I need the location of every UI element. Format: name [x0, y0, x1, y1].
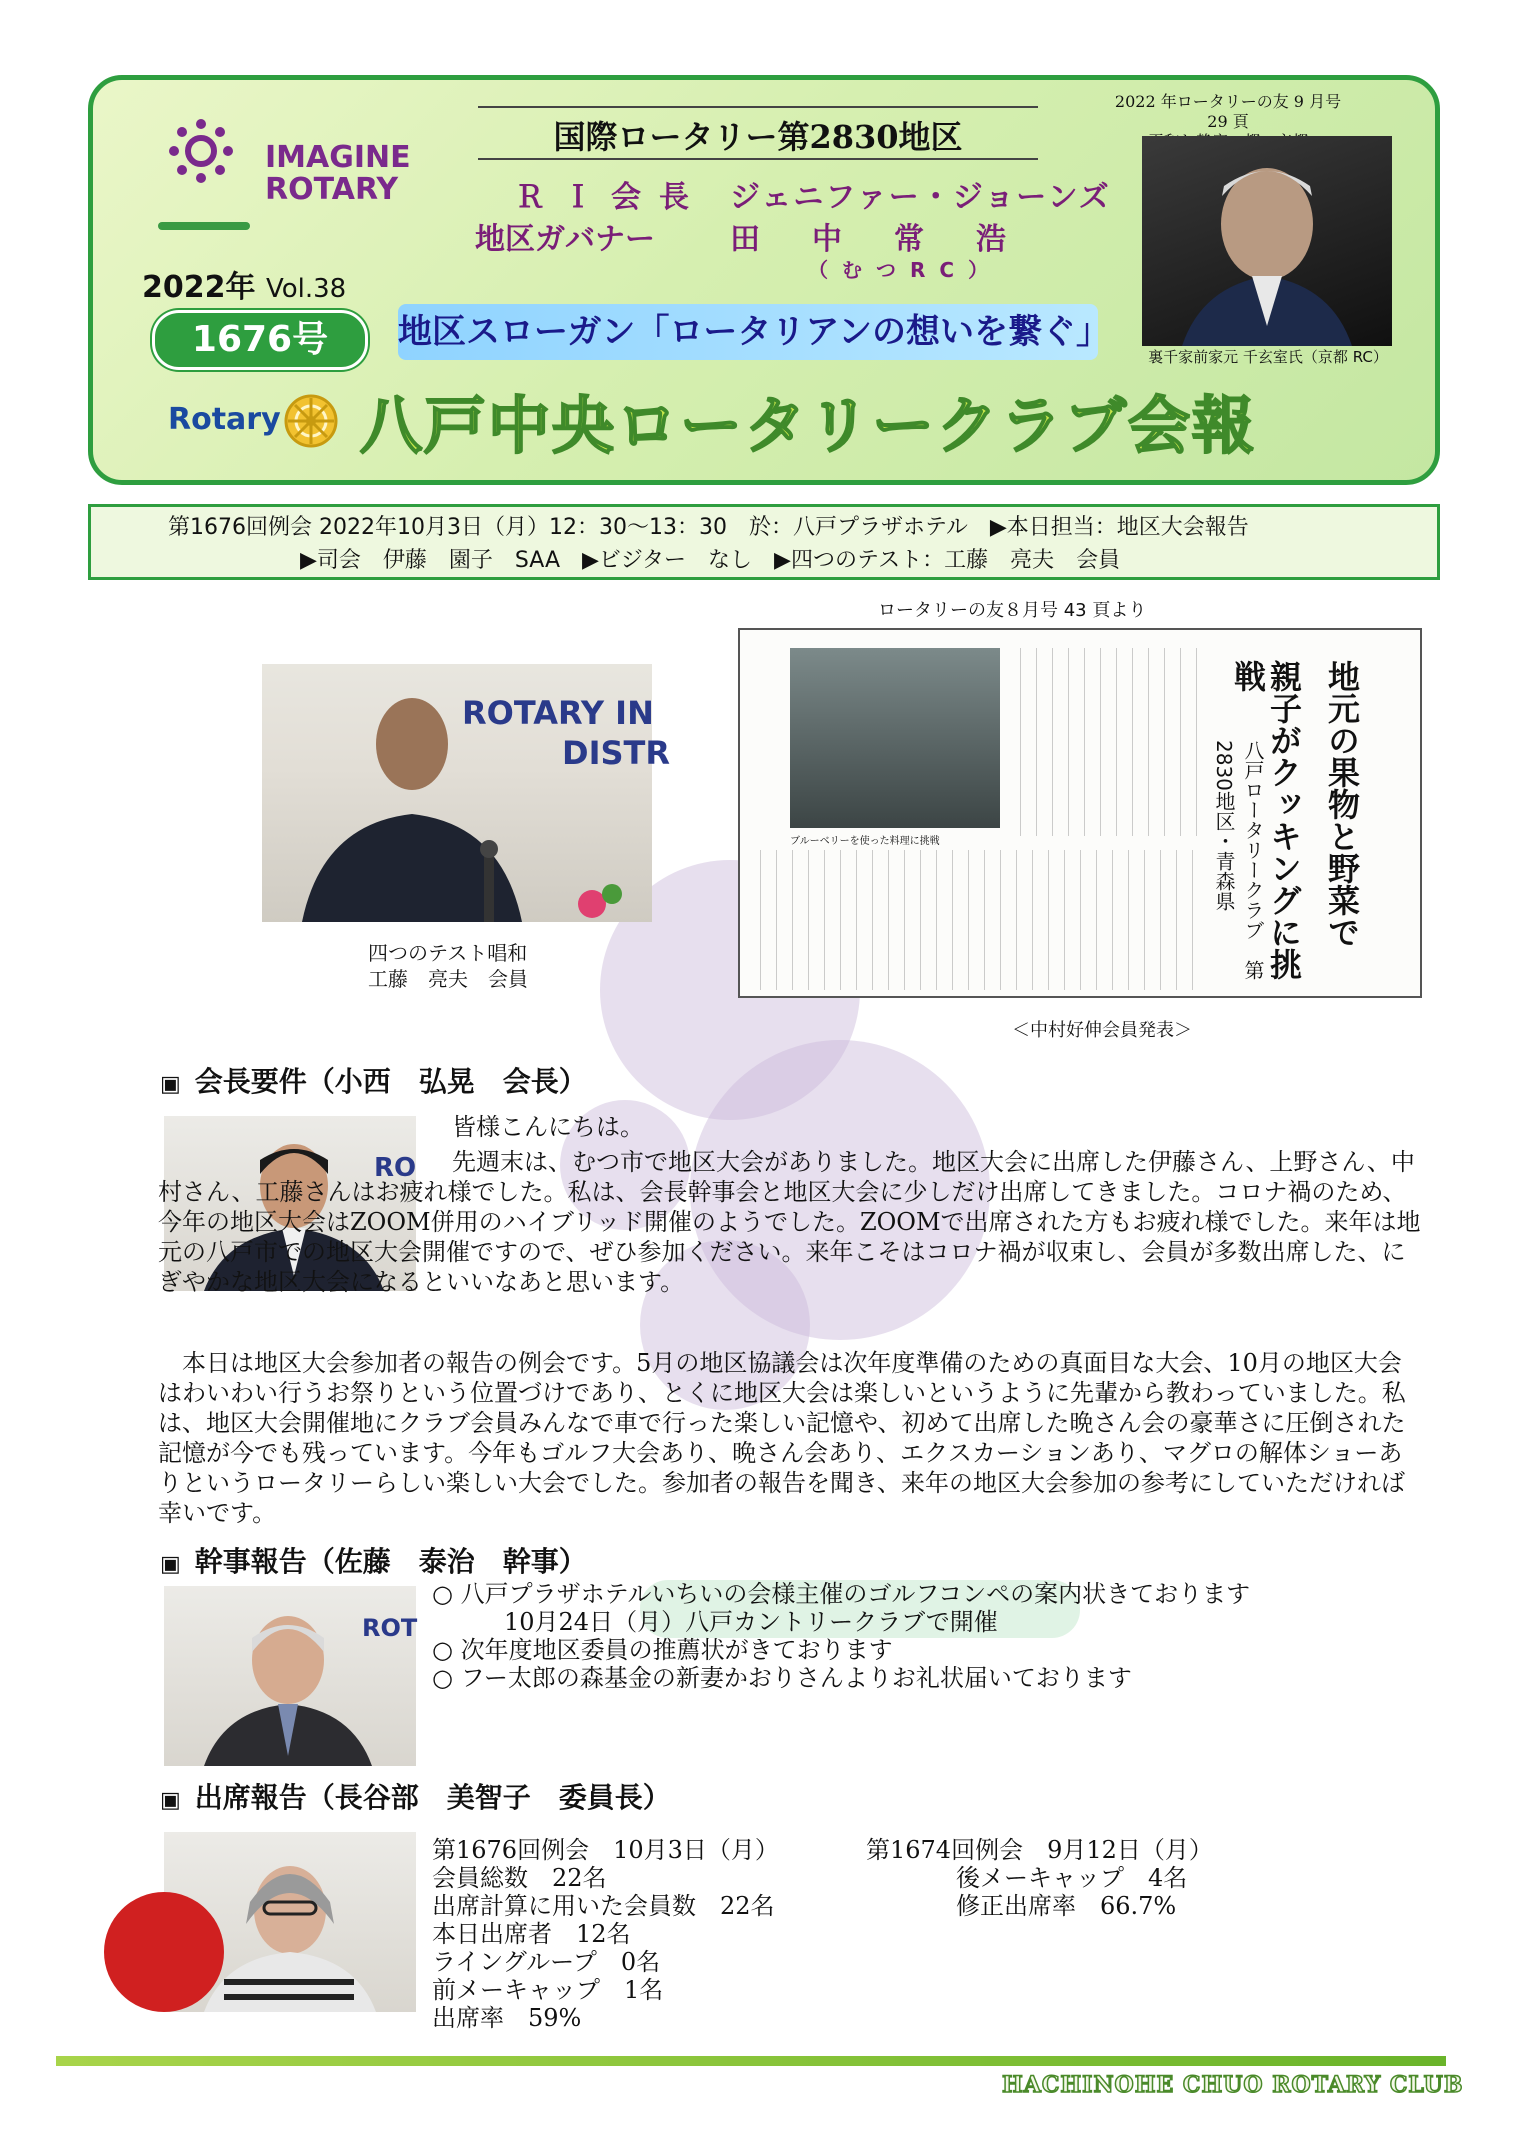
imagine-rotary-logo-icon [168, 118, 234, 184]
bulletin-title: 八戸中央ロータリークラブ会報 [360, 389, 1257, 462]
attendance-line-group: ライングループ 0名 [432, 1948, 661, 1976]
president-greeting: 皆様こんにちは。 [452, 1113, 644, 1141]
magazine-reference-line1: 2022 年ロータリーの友 9 月号 29 頁 [1114, 92, 1342, 131]
attendance-heading-text: 出席報告（長谷部 美智子 委員長） [194, 1781, 671, 1814]
article-headline-2: 親子がクッキングに挑戦 [1229, 660, 1303, 980]
imagine-rotary-wordmark [265, 142, 411, 206]
speaker-caption [368, 940, 528, 992]
meeting-info-line2: ▶司会 伊藤 園子 SAA ▶ビジター なし ▶四つのテスト：工藤 亮夫 会員 [300, 548, 1121, 573]
year-volume [142, 262, 346, 306]
footer-club-name: HACHINOHE CHUO ROTARY CLUB [1002, 2072, 1464, 2098]
article-photo-caption: ブルーベリーを使った料理に挑戦 [790, 836, 940, 847]
governor-name: 田中常浩 [730, 222, 1058, 257]
article-photo [790, 648, 1000, 828]
secretary-item-golf: ○ 八戸プラザホテルいちいの会様主催のゴルフコンペの案内状きております [432, 1580, 1251, 1608]
logo-line1: IMAGINE [265, 140, 411, 175]
article-headline-1: 地元の果物と野菜で [1323, 660, 1361, 948]
rotary-wheel-icon [282, 392, 340, 450]
portrait-figure [1142, 136, 1392, 346]
attendance-meeting-previous: 第1674回例会 9月12日（月） [866, 1836, 1213, 1864]
banner-text-2: DISTR [562, 734, 670, 772]
attendance-corrected-rate: 修正出席率 66.7% [956, 1892, 1177, 1920]
attendance-present: 本日出席者 12名 [432, 1920, 631, 1948]
secretary-item-golf-date: 10月24日（月）八戸カントリークラブで開催 [504, 1608, 998, 1636]
divider [478, 158, 1038, 160]
attendance-total-members: 会員総数 22名 [432, 1864, 607, 1892]
article-body-columns [1020, 648, 1200, 836]
year: 2022年 [142, 270, 256, 305]
ri-president-name: ジェニファー・ジョーンズ [730, 180, 1111, 215]
divider [478, 106, 1038, 108]
portrait-caption: 裏千家前家元 千玄室氏（京都 RC） [1148, 348, 1388, 366]
district-slogan: 地区スローガン「ロータリアンの想いを繋ぐ」 [398, 304, 1098, 360]
ri-president-title: ＲＩ会長 [515, 180, 707, 215]
square-bullet-icon: ▣ [160, 1788, 181, 1813]
article-body-columns [760, 850, 1200, 990]
article-byline: 八戸ロータリークラブ 第2830地区・青森県 [1212, 740, 1265, 980]
president-paragraph-1: 先週末は、むつ市で地区大会がありました。地区大会に出席した伊藤さん、上野さん、中村さん、工藤さんはお疲れ様でした。私は、会長幹事会と地区大会に少しだけ出席してきました。コロナ禍のため、今年の地区大会はZOOM併用のハイブリッド開催のようでした。ZOOMで出席された方もお疲れ様でした。来年は地元の八戸市での地区大会開催ですので、ぜひ参加ください。来年こそはコロナ禍が収束し、会員が多数出席した、にぎやかな地区大会になるといいなあと思います。 [158, 1148, 1421, 1296]
secretary-heading-text: 幹事報告（佐藤 泰治 幹事） [194, 1545, 587, 1578]
banner-text: ROT [362, 1614, 418, 1642]
attendance-calc-members: 出席計算に用いた会員数 22名 [432, 1892, 775, 1920]
secretary-item-recommendation: ○ 次年度地区委員の推薦状がきております [432, 1636, 893, 1664]
secretary-figure [164, 1586, 416, 1766]
square-bullet-icon: ▣ [160, 1072, 181, 1097]
attendance-pre-makeup: 前メーキャップ 1名 [432, 1976, 664, 2004]
speaker-caption-line2: 工藤 亮夫 会員 [368, 967, 528, 991]
attendance-meeting-current: 第1676回例会 10月3日（月） [432, 1836, 779, 1864]
president-section-heading [160, 1060, 587, 1100]
article-source: ロータリーの友８月号 43 頁より [878, 600, 1147, 621]
footer-bar [56, 2056, 1446, 2066]
district-title: 国際ロータリー第2830地区 [553, 118, 963, 156]
meeting-info-line1: 第1676回例会 2022年10月3日（月）12：30～13：30 於：八戸プラザホテル ▶本日担当：地区大会報告 [168, 515, 1249, 540]
speaker-figure [262, 664, 670, 922]
issue-number: 1676号 [152, 310, 368, 370]
secretary-photo [164, 1586, 416, 1766]
rotary-wordmark: Rotary [168, 402, 281, 437]
volume: Vol.38 [265, 274, 347, 304]
governor-club: （むつRC） [808, 258, 1003, 282]
attendance-photo [164, 1832, 416, 2012]
logo-line2: ROTARY [265, 172, 399, 207]
secretary-section-heading [160, 1540, 587, 1580]
square-bullet-icon: ▣ [160, 1552, 181, 1577]
attendance-rate: 出席率 59% [432, 2004, 582, 2032]
article-presenter: ＜中村好伸会員発表＞ [1012, 1020, 1192, 1041]
president-heading-text: 会長要件（小西 弘晃 会長） [194, 1065, 587, 1098]
banner-text-1: ROTARY IN [462, 694, 654, 732]
attendance-figure [164, 1832, 416, 2012]
governor-title: 地区ガバナー [475, 222, 655, 257]
logo-rule [158, 222, 250, 230]
speaker-caption-line1: 四つのテスト唱和 [368, 941, 528, 965]
secretary-item-thanks: ○ フー太郎の森基金の新妻かおりさんよりお礼状届いております [432, 1664, 1132, 1692]
attendance-section-heading [160, 1776, 671, 1816]
attendance-post-makeup: 後メーキャップ 4名 [956, 1864, 1188, 1892]
banner-text: RO [374, 1153, 417, 1183]
speaker-photo [262, 664, 670, 922]
portrait-photo [1142, 136, 1392, 346]
president-paragraph-2: 本日は地区大会参加者の報告の例会です。5月の地区協議会は次年度準備のための真面目な大会、10月の地区大会はわいわい行うお祭りという位置づけであり、とくに地区大会は楽しいというように先輩から教わっていました。私は、地区大会開催地にクラブ会員みんなで車で行った楽しい記憶や、初めて出席した晩さん会の豪華さに圧倒された記憶が今でも残っています。今年もゴルフ大会あり、晩さん会あり、エクスカーションあり、マグロの解体ショーありというロータリーらしい楽しい大会でした。参加者の報告を聞き、来年の地区大会参加の参考にしていただければ幸いです。 [158, 1349, 1406, 1527]
